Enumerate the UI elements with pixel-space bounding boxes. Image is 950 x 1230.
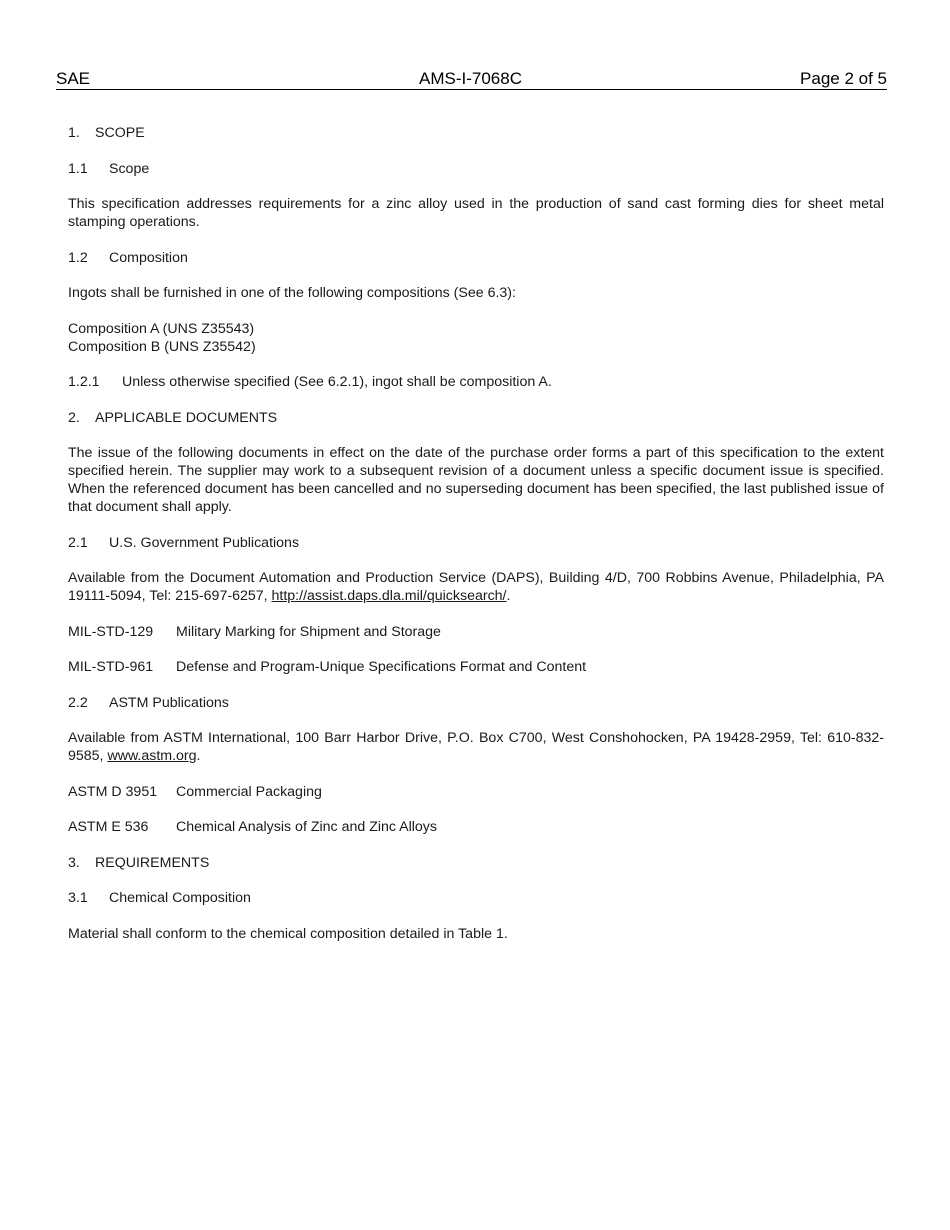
section-1-2-text: Ingots shall be furnished in one of the following compositions (See 6.3): — [68, 285, 516, 301]
doc-row — [68, 783, 884, 801]
astm-link[interactable]: www.astm.org — [107, 748, 197, 764]
section-3-heading: 3. REQUIREMENTS — [68, 854, 210, 871]
header-doc-id: AMS-I-7068C — [419, 69, 522, 88]
header-page-number: Page 2 of 5 — [800, 69, 887, 88]
document-body — [68, 124, 884, 960]
section-3-1-text: Material shall conform to the chemical composition detailed in Table 1. — [68, 925, 508, 942]
section-1-2-1: 1.2.1 Unless otherwise specified (See 6.2.1), ingot shall be composition A. — [68, 374, 552, 390]
doc-row — [68, 623, 884, 641]
section-2-text: The issue of the following documents in effect on the date of the purchase order forms a part of this specification to the extent specified herein. The supplier may work to a subsequent revision of a document unless a specific document issue is specified. When the referenced document has been cancelled and no superseding document has been specified, the last published issue of that document shall apply. — [68, 445, 884, 515]
doc-id: MIL-STD-961 — [68, 659, 154, 675]
section-2-1-heading: 2.1 U.S. Government Publications — [68, 534, 300, 551]
doc-title: Commercial Packaging — [176, 783, 322, 800]
doc-title: Defense and Program-Unique Specifications Format and Content — [176, 659, 587, 675]
composition-list — [68, 320, 884, 356]
composition-b: Composition B (UNS Z35542) — [68, 338, 256, 355]
section-1-1-heading: 1.1 Scope — [68, 160, 150, 177]
composition-a: Composition A (UNS Z35543) — [68, 320, 255, 337]
doc-id: ASTM D 3951 — [68, 783, 158, 800]
section-2-2-text: Available from ASTM International, 100 Barr Harbor Drive, P.O. Box C700, West Conshohocken, PA 19428-2959, Tel: 610-832-9585, www.astm.org. — [68, 730, 884, 764]
doc-id: ASTM E 536 — [68, 819, 149, 835]
doc-title: Military Marking for Shipment and Storage — [176, 623, 441, 640]
doc-title: Chemical Analysis of Zinc and Zinc Alloys — [176, 819, 437, 835]
section-2-heading: 2. APPLICABLE DOCUMENTS — [68, 409, 278, 426]
section-3-1-heading: 3.1 Chemical Composition — [68, 890, 251, 906]
section-1-2-heading: 1.2 Composition — [68, 249, 188, 266]
doc-row — [68, 818, 884, 836]
page-header — [56, 68, 887, 90]
daps-link[interactable]: http://assist.daps.dla.mil/quicksearch/ — [271, 588, 507, 604]
doc-row — [68, 658, 884, 676]
header-org: SAE — [56, 69, 91, 88]
section-1-1-text: This specification addresses requirements for a zinc alloy used in the production of sand cast forming dies for sheet metal stamping operations. — [68, 196, 884, 230]
section-2-2-heading: 2.2 ASTM Publications — [68, 694, 229, 711]
doc-id: MIL-STD-129 — [68, 623, 154, 640]
section-1-heading: 1. SCOPE — [68, 125, 145, 141]
section-2-1-text: Available from the Document Automation and Production Service (DAPS), Building 4/D, 700 Robbins Avenue, Philadelphia, PA 19111-5094, Tel: 215-697-6257, http://assist.daps.dla.mil/quicksearch/. — [68, 570, 884, 604]
